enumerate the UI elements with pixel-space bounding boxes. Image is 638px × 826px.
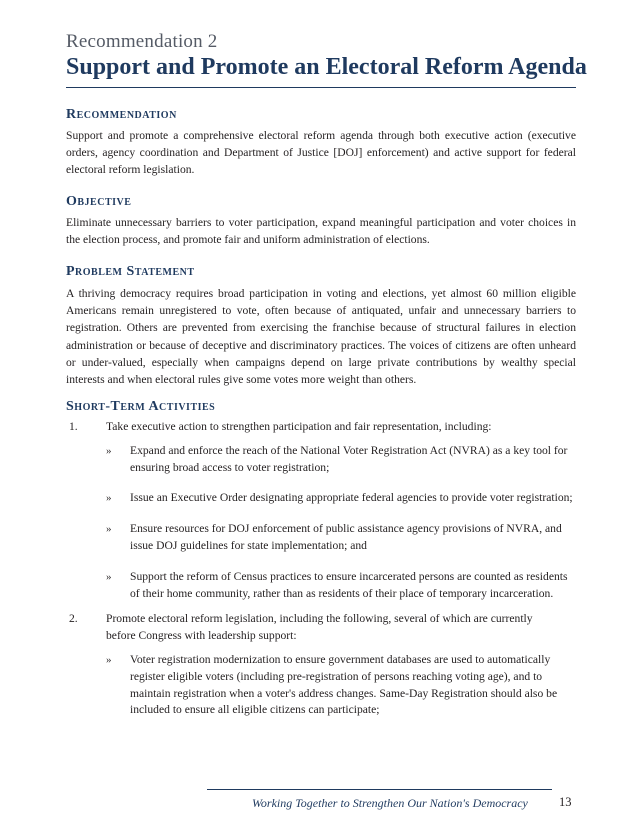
bullet-mark: »: [106, 444, 112, 457]
bullet-text: Support the reform of Census practices to ensure incarcerated persons are counted as residents of their home community, rather than as residents of their place of temporary incarceration.: [130, 569, 568, 600]
activity-item-1: [66, 419, 576, 602]
recommendation-body: Support and promote a comprehensive electoral reform agenda through both executive action (executive orders, agency coordination and Department of Justice [DOJ] enforcement) and active support for federal electoral reform legislation.: [66, 129, 576, 177]
bullet-text: Ensure resources for DOJ enforcement of public assistance agency provisions of NVRA, and issue DOJ guidelines for state implementation; and: [130, 522, 562, 552]
activity-1-bullets: [106, 443, 576, 603]
activity-item-2: [66, 611, 576, 719]
activity-text: Promote electoral reform legislation, including the following, several of which are currently before Congress with leadership support:: [106, 612, 533, 643]
footer-tagline: Working Together to Strengthen Our Nation's Democracy: [252, 796, 528, 810]
bullet-mark: »: [106, 492, 112, 505]
objective-heading: Objective: [66, 194, 132, 209]
activity-number: 2.: [69, 612, 78, 626]
title-divider: [66, 87, 576, 88]
bullet-item: [106, 652, 580, 719]
problem-statement-body: A thriving democracy requires broad participation in voting and elections, yet almost 60 million eligible Americans remain unregistered to vote, often because of antiquated, unfair and unnecessary barriers to registration. Others are prevented from exercising the franchise because of structural failures in election administration or because of deceptive and discriminatory practices. The voices of citizens are often unheard or under-valued, especially when campaigns depend on large private contributions by wealthy special interests and when electoral rules give some votes more weight than others.: [66, 287, 576, 387]
bullet-mark: »: [106, 570, 112, 583]
recommendation-number: Recommendation 2: [66, 31, 218, 52]
bullet-item: [106, 521, 580, 555]
bullet-text: Expand and enforce the reach of the National Voter Registration Act (NVRA) as a key tool for ensuring broad access to voter registration;: [130, 443, 568, 474]
problem-statement-heading: Problem Statement: [66, 264, 195, 279]
bullet-mark: »: [106, 653, 112, 666]
bullet-item: [106, 443, 580, 477]
bullet-text: Issue an Executive Order designating appropriate federal agencies to provide voter registration;: [130, 491, 573, 505]
bullet-mark: »: [106, 523, 112, 536]
activities-list: [66, 419, 576, 733]
page-number: 13: [559, 795, 572, 809]
short-term-activities-heading: Short-Term Activities: [66, 399, 216, 414]
bullet-item: [106, 490, 580, 507]
bullet-text: Voter registration modernization to ensure government databases are used to automatically register eligible voters (including pre-registration of persons reaching voting age), and to maintain registration when a voter's address changes. Same-Day Registration should also be included to ensure all eligible citizens can participate;: [130, 652, 558, 717]
recommendation-heading: Recommendation: [66, 107, 177, 122]
footer-divider: [207, 789, 552, 790]
activity-text: Take executive action to strengthen participation and fair representation, including:: [106, 420, 492, 433]
page-title: Support and Promote an Electoral Reform Agenda: [66, 54, 587, 80]
activity-2-bullets: [106, 652, 576, 719]
objective-body: Eliminate unnecessary barriers to voter participation, expand meaningful participation and voter choices in the election process, and promote fair and uniform administration of elections.: [66, 216, 576, 247]
activity-number: 1.: [69, 420, 78, 433]
bullet-item: [106, 569, 580, 603]
